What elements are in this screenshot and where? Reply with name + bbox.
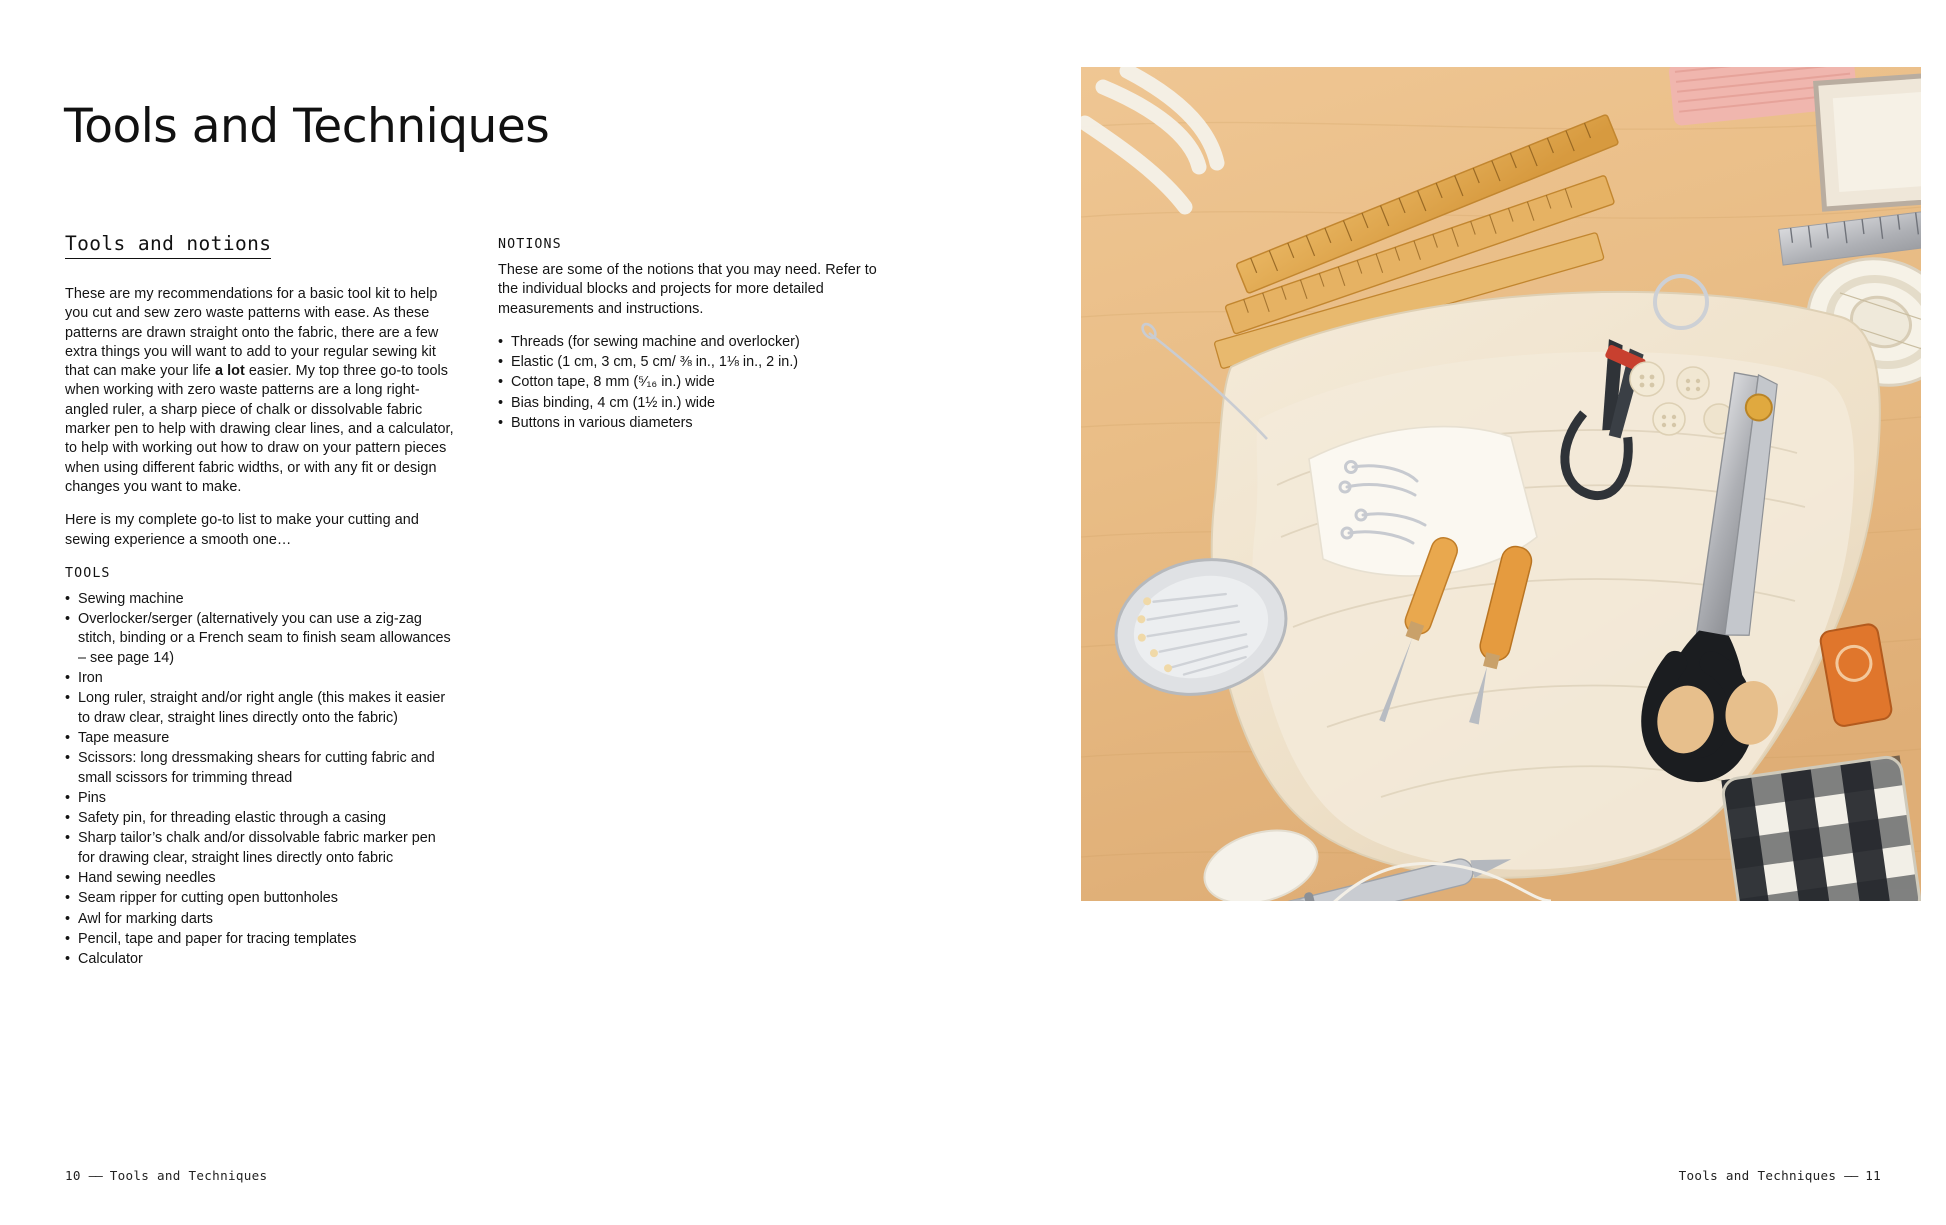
left-text-column: [65, 232, 455, 971]
footer-rule-right: ——: [1844, 1168, 1858, 1183]
sewing-tools-photo: [1081, 67, 1921, 901]
tools-list: [65, 590, 455, 970]
section-heading: Tools and notions: [65, 232, 271, 259]
list-item: • Buttons in various diameters: [498, 414, 878, 433]
list-item: • Awl for marking darts: [65, 910, 455, 929]
notions-intro: These are some of the notions that you may need. Refer to the individual blocks and projects for more detailed measurements and instructions.: [498, 262, 877, 317]
tools-subheading: TOOLS: [65, 565, 111, 581]
notions-list: [498, 333, 878, 433]
list-item: • Overlocker/serger (alternatively you can use a zig-zag stitch, binding or a French seam to finish seam allowances – see page 14): [65, 610, 455, 668]
list-item: • Sewing machine: [65, 590, 455, 609]
list-item: • Safety pin, for threading elastic through a casing: [65, 809, 455, 828]
list-item: • Pencil, tape and paper for tracing templates: [65, 930, 455, 949]
list-item: • Sharp tailor’s chalk and/or dissolvable fabric marker pen for drawing clear, straight lines directly onto fabric: [65, 829, 455, 868]
list-item: • Iron: [65, 669, 455, 688]
footer-right: [1679, 1168, 1881, 1183]
list-item: • Cotton tape, 8 mm (⁵⁄₁₆ in.) wide: [498, 373, 878, 392]
list-item: • Seam ripper for cutting open buttonholes: [65, 889, 455, 908]
list-item: • Tape measure: [65, 729, 455, 748]
page-number-right: 11: [1865, 1168, 1881, 1183]
footer-rule-left: ——: [88, 1168, 102, 1183]
intro-paragraph-1: These are my recommendations for a basic tool kit to help you cut and sew zero waste patterns with ease. As these patterns are drawn straight onto the fabric, there are a few extra things you will want to add to your regular sewing kit that can make your life a lot easier. My top three go-to tools when working with zero waste patterns are a long right-angled ruler, a sharp piece of chalk or dissolvable fabric marker pen to help with drawing clear lines, and a calculator, to help with working out how to draw on your pattern pieces when using different fabric widths, or with any fit or design changes you want to make.: [65, 286, 454, 495]
list-item: • Long ruler, straight and/or right angle (this makes it easier to draw clear, straight lines directly onto the fabric): [65, 689, 455, 728]
page-number-left: 10: [65, 1168, 81, 1183]
notions-subheading: NOTIONS: [498, 237, 562, 252]
emphasis-a-lot: a lot: [214, 363, 245, 380]
right-text-column: [498, 237, 878, 434]
list-item: • Bias binding, 4 cm (1½ in.) wide: [498, 394, 878, 413]
intro-paragraph-2: Here is my complete go-to list to make your cutting and sewing experience a smooth one…: [65, 512, 419, 548]
list-item: • Elastic (1 cm, 3 cm, 5 cm/ ⅜ in., 1⅛ in., 2 in.): [498, 353, 878, 372]
running-head-right: Tools and Techniques: [1678, 1168, 1837, 1183]
list-item: • Calculator: [65, 950, 455, 969]
list-item: • Scissors: long dressmaking shears for cutting fabric and small scissors for trimming thread: [65, 749, 455, 788]
list-item: • Pins: [65, 789, 455, 808]
right-page: [973, 0, 1946, 1225]
running-head-left: Tools and Techniques: [109, 1168, 268, 1183]
list-item: • Threads (for sewing machine and overlocker): [498, 333, 878, 352]
list-item: • Hand sewing needles: [65, 869, 455, 888]
footer-left: [65, 1168, 267, 1183]
page-title: Tools and Techniques: [64, 99, 550, 155]
